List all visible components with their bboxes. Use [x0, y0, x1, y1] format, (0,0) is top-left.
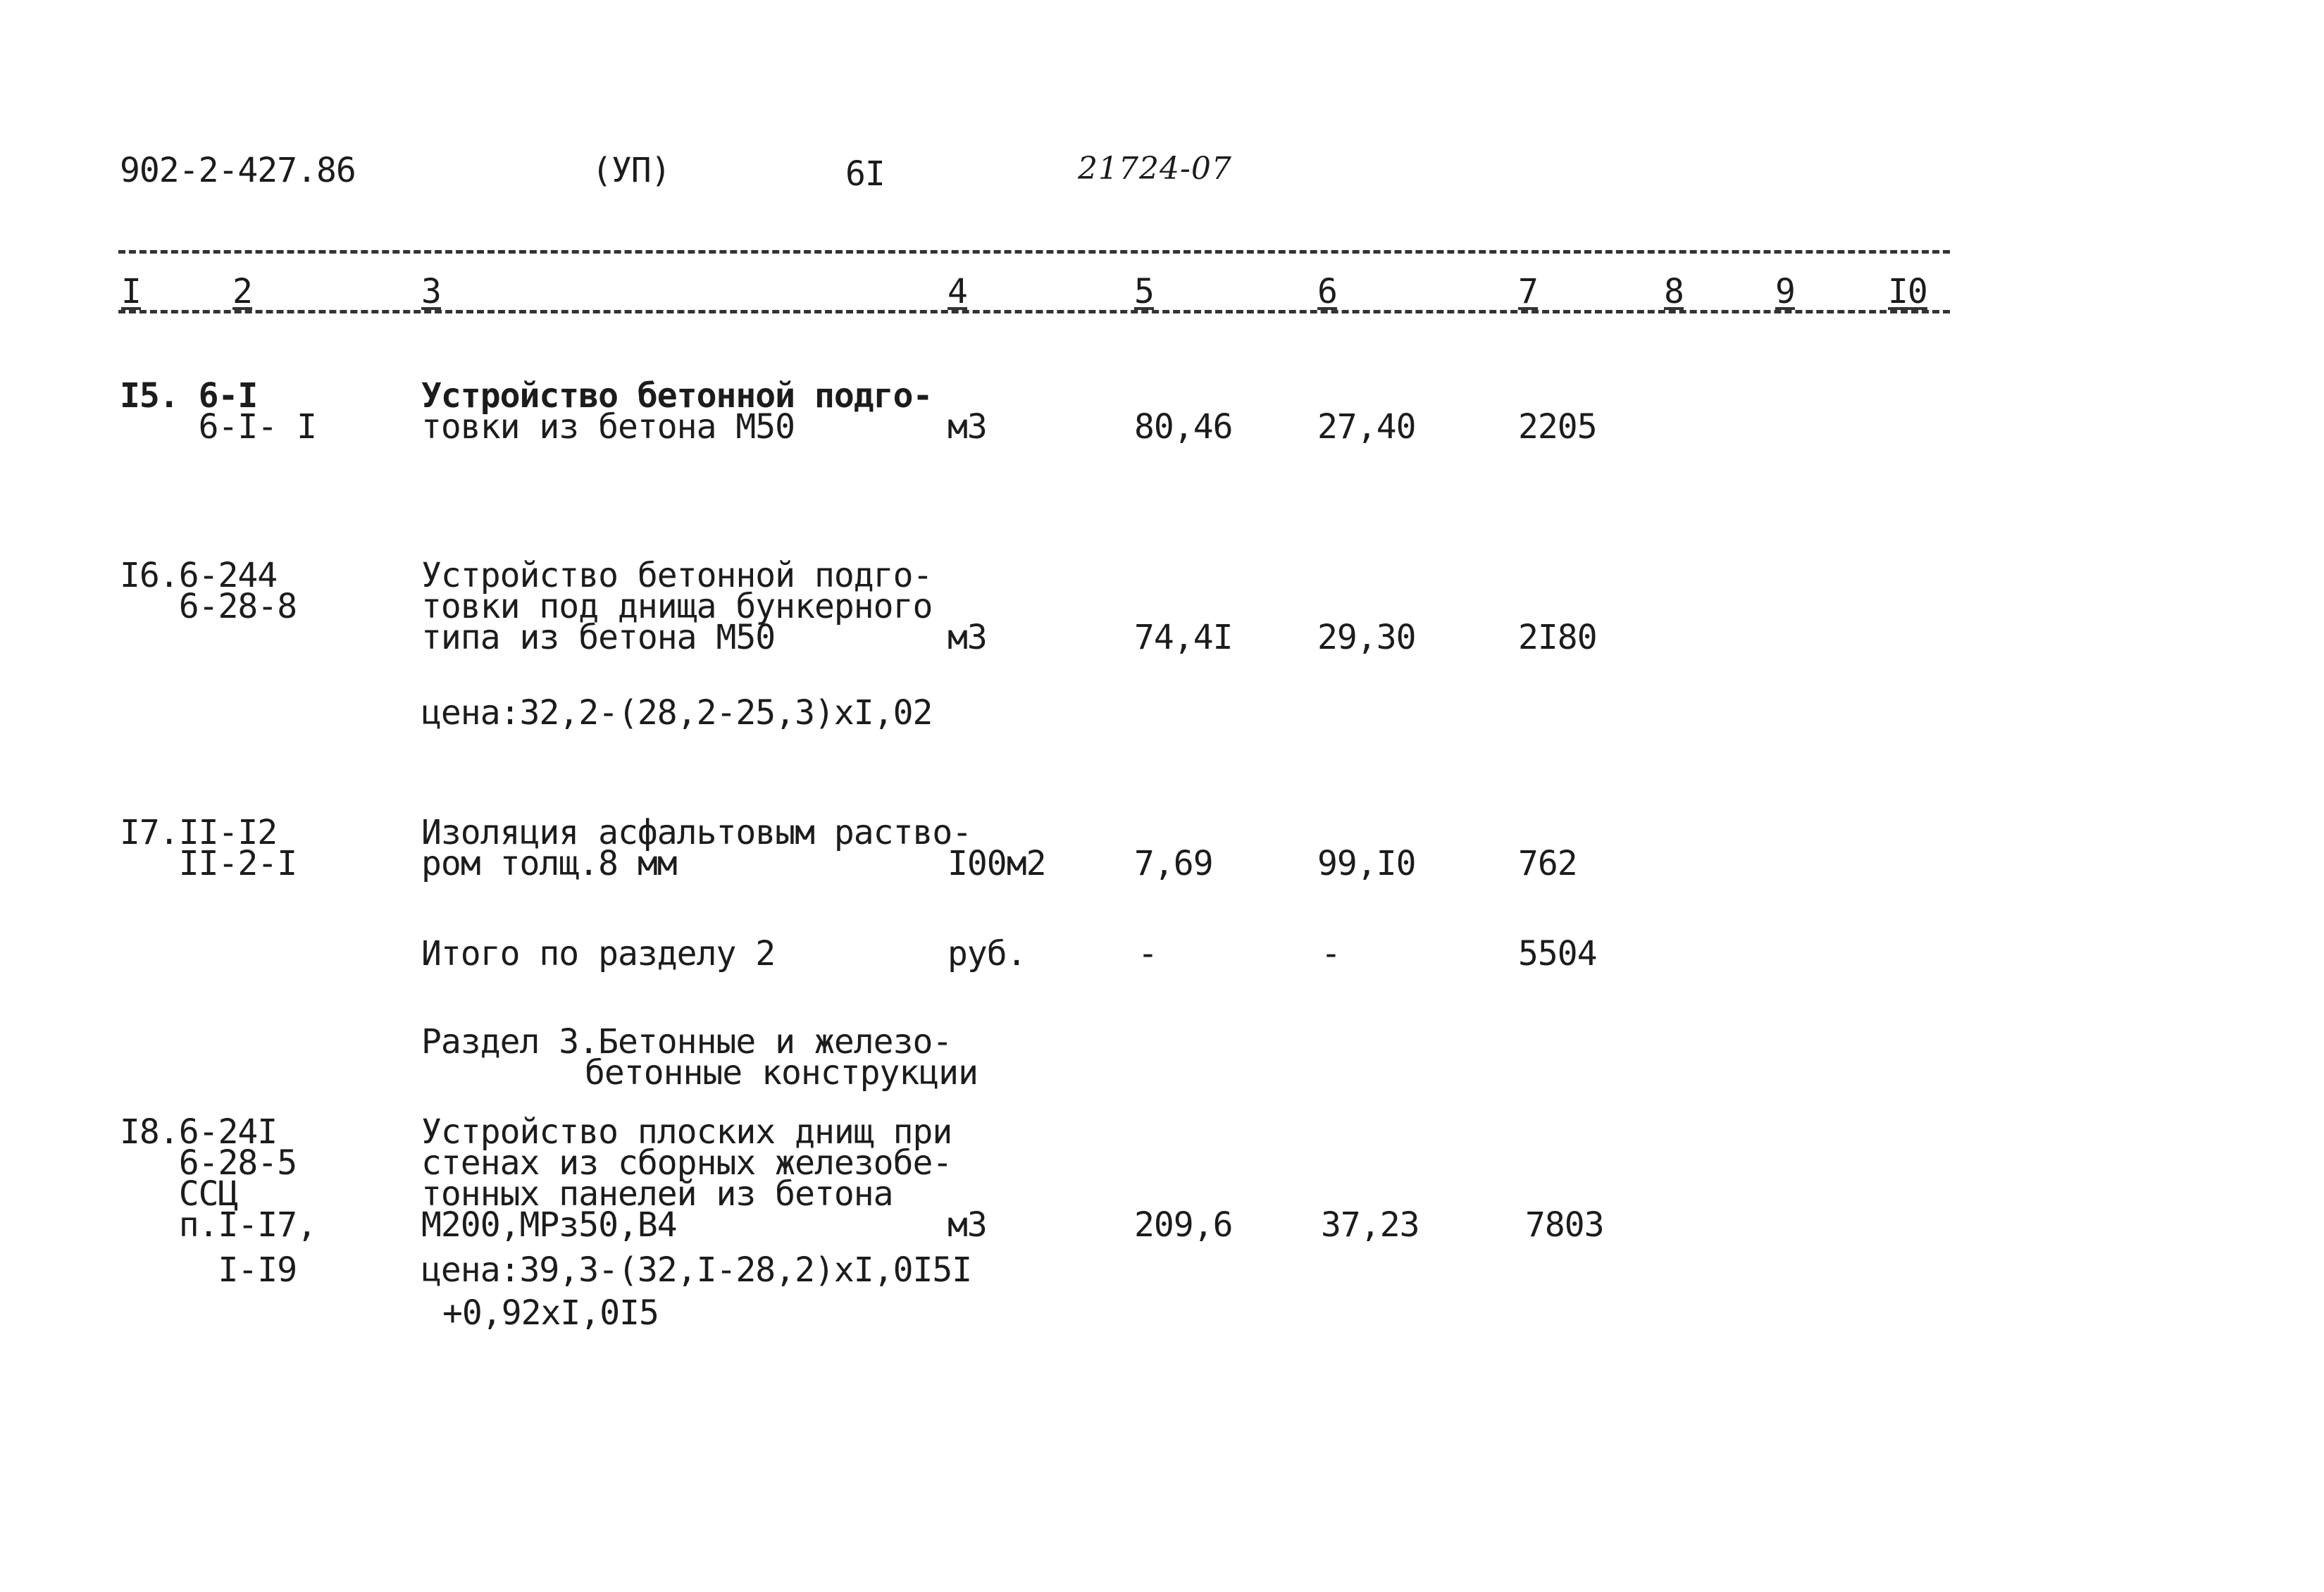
- row-cost: 7803: [1525, 1205, 1604, 1245]
- header-divider: [118, 310, 1950, 313]
- row-code-line: I-I9: [120, 1250, 297, 1290]
- row-quantity: 74,4I: [1134, 618, 1233, 657]
- row-description-line: Устройство бетонной подго-: [421, 376, 933, 416]
- column-header-1: I: [121, 272, 141, 311]
- row-description-line: Устройство плоских днищ при: [421, 1112, 952, 1152]
- row-price: 29,30: [1317, 618, 1416, 657]
- row-description-line: М200,МРз50,В4: [421, 1205, 677, 1245]
- total-price: -: [1321, 934, 1341, 974]
- row-description-line: стенах из сборных железобе-: [421, 1143, 952, 1183]
- column-header-4: 4: [947, 272, 967, 311]
- row-cost: 2I80: [1518, 618, 1597, 657]
- column-header-3: 3: [421, 272, 441, 311]
- row-code-line: I7.II-I2: [120, 813, 278, 852]
- page-number: 6I: [845, 154, 885, 194]
- row-code-line: 6-28-8: [120, 587, 297, 626]
- row-price: 37,23: [1321, 1205, 1419, 1245]
- row-unit: м3: [947, 618, 987, 657]
- row-description-line: товки из бетона М50: [421, 407, 795, 447]
- row-description-line: тонных панелей из бетона: [421, 1174, 893, 1214]
- row-description-line: товки под днища бункерного: [421, 587, 933, 626]
- section-code: (УП): [592, 151, 671, 190]
- row-code-line: 6-28-5: [120, 1143, 297, 1183]
- row-description-line: ром толщ.8 мм: [421, 844, 677, 883]
- row-price: 99,I0: [1317, 844, 1416, 883]
- total-label: Итого по разделу 2: [421, 934, 776, 974]
- row-quantity: 80,46: [1134, 407, 1233, 447]
- column-header-5: 5: [1134, 272, 1154, 311]
- row-quantity: 7,69: [1134, 844, 1213, 883]
- row-quantity: 209,6: [1134, 1205, 1233, 1245]
- row-description-line: Изоляция асфальтовым раство-: [421, 813, 972, 852]
- row-code-line: 6-I- I: [120, 407, 316, 447]
- total-quantity: -: [1138, 934, 1157, 974]
- row-code-line: I6.6-244: [120, 556, 278, 595]
- row-description-line: Устройство бетонной подго-: [421, 556, 933, 595]
- row-unit: I00м2: [947, 844, 1046, 883]
- row-code-line: I8.6-24I: [120, 1112, 278, 1152]
- column-header-8: 8: [1664, 272, 1684, 311]
- row-cost: 2205: [1518, 407, 1597, 447]
- total-unit: руб.: [947, 934, 1026, 974]
- top-divider: [118, 250, 1950, 254]
- section-heading-line: бетонные конструкции: [585, 1053, 978, 1093]
- column-header-6: 6: [1317, 272, 1337, 311]
- row-unit: м3: [947, 1205, 987, 1245]
- row-code-line: II-2-I: [120, 844, 297, 883]
- column-header-2: 2: [232, 272, 252, 311]
- row-unit: м3: [947, 407, 987, 447]
- archive-number: 21724-07: [1078, 151, 1232, 187]
- document-number: 902-2-427.86: [120, 151, 356, 190]
- row-code-line: п.I-I7,: [120, 1205, 316, 1245]
- row-price-note: цена:39,3-(32,I-28,2)xI,0I5I: [421, 1250, 972, 1290]
- total-cost: 5504: [1518, 934, 1597, 974]
- row-code-line: I5. 6-I: [120, 376, 258, 416]
- column-header-9: 9: [1775, 272, 1795, 311]
- row-cost: 762: [1518, 844, 1577, 883]
- row-description-line: типа из бетона М50: [421, 618, 776, 657]
- column-header-10: I0: [1888, 272, 1927, 311]
- row-price: 27,40: [1317, 407, 1416, 447]
- row-price-note: +0,92xI,0I5: [442, 1293, 659, 1333]
- row-price-note: цена:32,2-(28,2-25,3)xI,02: [421, 693, 933, 733]
- section-heading-line: Раздел 3.Бетонные и железо-: [421, 1022, 952, 1062]
- column-header-7: 7: [1518, 272, 1538, 311]
- row-code-line: ССЦ: [120, 1174, 238, 1214]
